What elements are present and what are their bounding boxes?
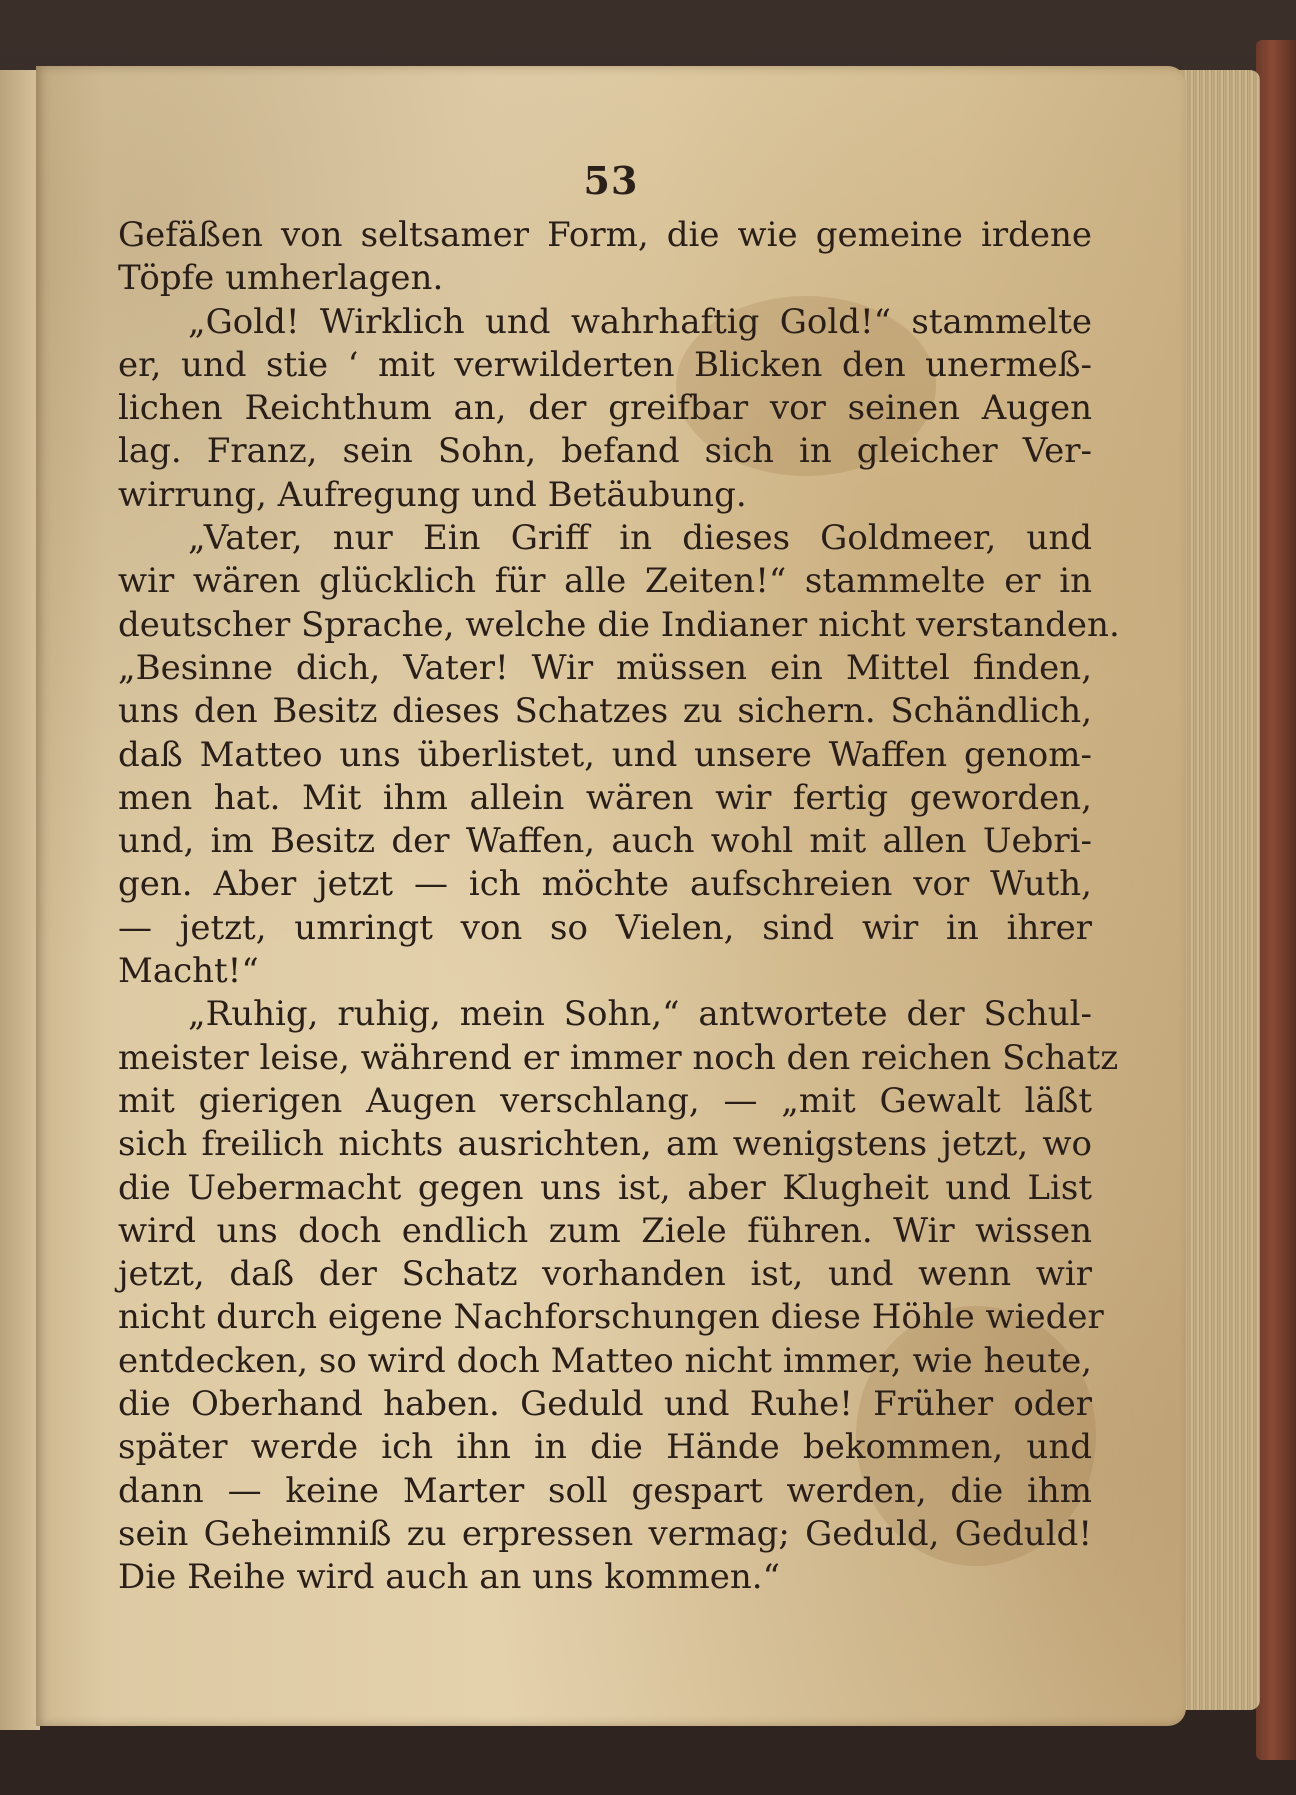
text-line: daß Matteo uns überlistet, und unsere Waffen genom- <box>118 734 1092 775</box>
book-cover-edge <box>1256 40 1296 1760</box>
text-line: sich freilich nichts ausrichten, am wenigstens jetzt, wo <box>118 1124 1092 1165</box>
text-line: „Ruhig, ruhig, mein Sohn,“ antwortete der Schul- <box>188 994 1092 1035</box>
text-line: später werde ich ihn in die Hände bekommen, und <box>118 1427 1092 1468</box>
text-line: deutscher Sprache, welche die Indianer nicht verstanden. <box>118 604 1120 645</box>
text-line: „Vater, nur Ein Griff in dieses Goldmeer, und <box>188 518 1092 559</box>
text-line: uns den Besitz dieses Schatzes zu sichern. Schändlich, <box>118 691 1092 732</box>
text-line: jetzt, daß der Schatz vorhanden ist, und wenn wir <box>118 1254 1092 1295</box>
text-line: nicht durch eigene Nachforschungen diese Höhle wieder <box>118 1297 1104 1338</box>
text-line: die Uebermacht gegen uns ist, aber Klugheit und List <box>118 1167 1092 1208</box>
text-line: „Gold! Wirklich und wahrhaftig Gold!“ stammelte <box>188 301 1092 342</box>
text-line: lichen Reichthum an, der greifbar vor seinen Augen <box>118 388 1092 429</box>
text-line: Töpfe umherlagen. <box>118 258 444 299</box>
text-line: wirrung, Aufregung und Betäubung. <box>118 474 747 515</box>
text-line: wird uns doch endlich zum Ziele führen. Wir wissen <box>118 1210 1092 1251</box>
text-line: sein Geheimniß zu erpressen vermag; Geduld, Geduld! <box>118 1513 1092 1554</box>
text-line: entdecken, so wird doch Matteo nicht immer, wie heute, <box>118 1340 1092 1381</box>
text-line: die Oberhand haben. Geduld und Ruhe! Früher oder <box>118 1384 1092 1425</box>
body-text <box>118 214 1120 1600</box>
text-line: Die Reihe wird auch an uns kommen.“ <box>118 1557 780 1598</box>
page-number: 53 <box>583 158 639 203</box>
text-line: gen. Aber jetzt — ich möchte aufschreien vor Wuth, <box>118 864 1092 905</box>
text-line: wir wären glücklich für alle Zeiten!“ stammelte er in <box>118 561 1092 602</box>
text-line: Gefäßen von seltsamer Form, die wie gemeine irdene <box>118 215 1092 255</box>
text-line: dann — keine Marter soll gespart werden, die ihm <box>118 1470 1092 1511</box>
text-line: mit gierigen Augen verschlang, — „mit Gewalt läßt <box>118 1080 1092 1121</box>
text-line: meister leise, während er immer noch den reichen Schatz <box>118 1037 1119 1078</box>
text-line: „Besinne dich, Vater! Wir müssen ein Mittel finden, <box>118 647 1092 688</box>
book-page <box>36 66 1186 1726</box>
left-page-edge <box>0 70 40 1730</box>
text-line: lag. Franz, sein Sohn, befand sich in gleicher Ver- <box>118 431 1092 472</box>
text-line: — jetzt, umringt von so Vielen, sind wir in ihrer <box>118 907 1092 948</box>
text-line: Macht!“ <box>118 951 259 992</box>
text-line: men hat. Mit ihm allein wären wir fertig geworden, <box>118 777 1092 818</box>
text-line: er, und stie ‘ mit verwilderten Blicken den unermeß- <box>118 344 1092 385</box>
text-line: und, im Besitz der Waffen, auch wohl mit allen Uebri- <box>118 821 1092 862</box>
